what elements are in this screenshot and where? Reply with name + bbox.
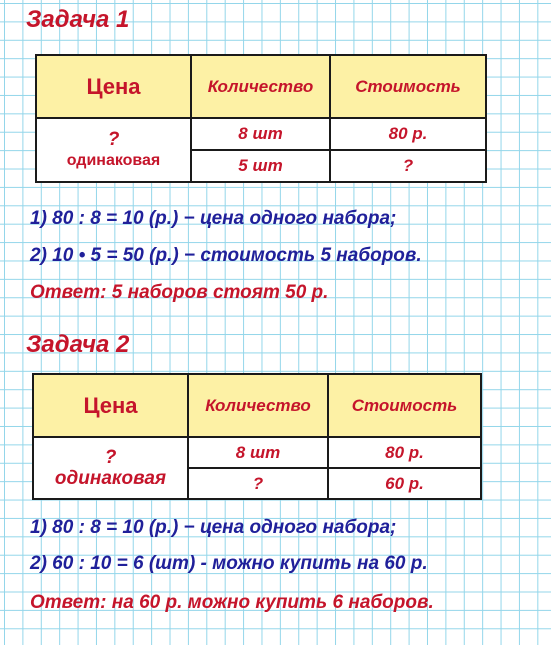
price-note: одинаковая [54,468,167,489]
task-1-table [35,54,487,183]
price-note: одинаковая [66,152,161,169]
task-1-step-2: 2) 10 • 5 = 50 (р.) − стоимость 5 наборов. [30,245,422,266]
task-2-step-1: 1) 80 : 8 = 10 (р.) − цена одного набора; [30,517,397,538]
task-1-title: Задача 1 [26,6,130,33]
task-2-answer: Ответ: на 60 р. можно купить 6 наборов. [30,592,434,613]
quantity-cell: 5 шт [191,150,330,182]
price-header: Цена [36,55,191,118]
quantity-cell: 8 шт [188,437,328,468]
cost-cell: ? [330,150,486,182]
price-unknown-mark: ? [107,129,120,150]
quantity-header: Количество [188,374,328,437]
quantity-header: Количество [191,55,330,118]
price-header: Цена [33,374,188,437]
cost-cell: 60 р. [328,468,481,499]
task-2-step-2: 2) 60 : 10 = 6 (шт) - можно купить на 60 р. [30,553,428,574]
quantity-cell: ? [188,468,328,499]
task-1-step-1: 1) 80 : 8 = 10 (р.) − цена одного набора; [30,208,397,229]
cost-cell: 80 р. [330,118,486,150]
task-2-table [32,373,482,500]
cost-header: Стоимость [330,55,486,118]
price-unknown-mark: ? [104,447,117,468]
quantity-cell: 8 шт [191,118,330,150]
task-2-title: Задача 2 [26,331,130,358]
price-cell [33,437,188,499]
task-1-answer: Ответ: 5 наборов стоят 50 р. [30,282,329,303]
price-cell [36,118,191,182]
cost-header: Стоимость [328,374,481,437]
cost-cell: 80 р. [328,437,481,468]
